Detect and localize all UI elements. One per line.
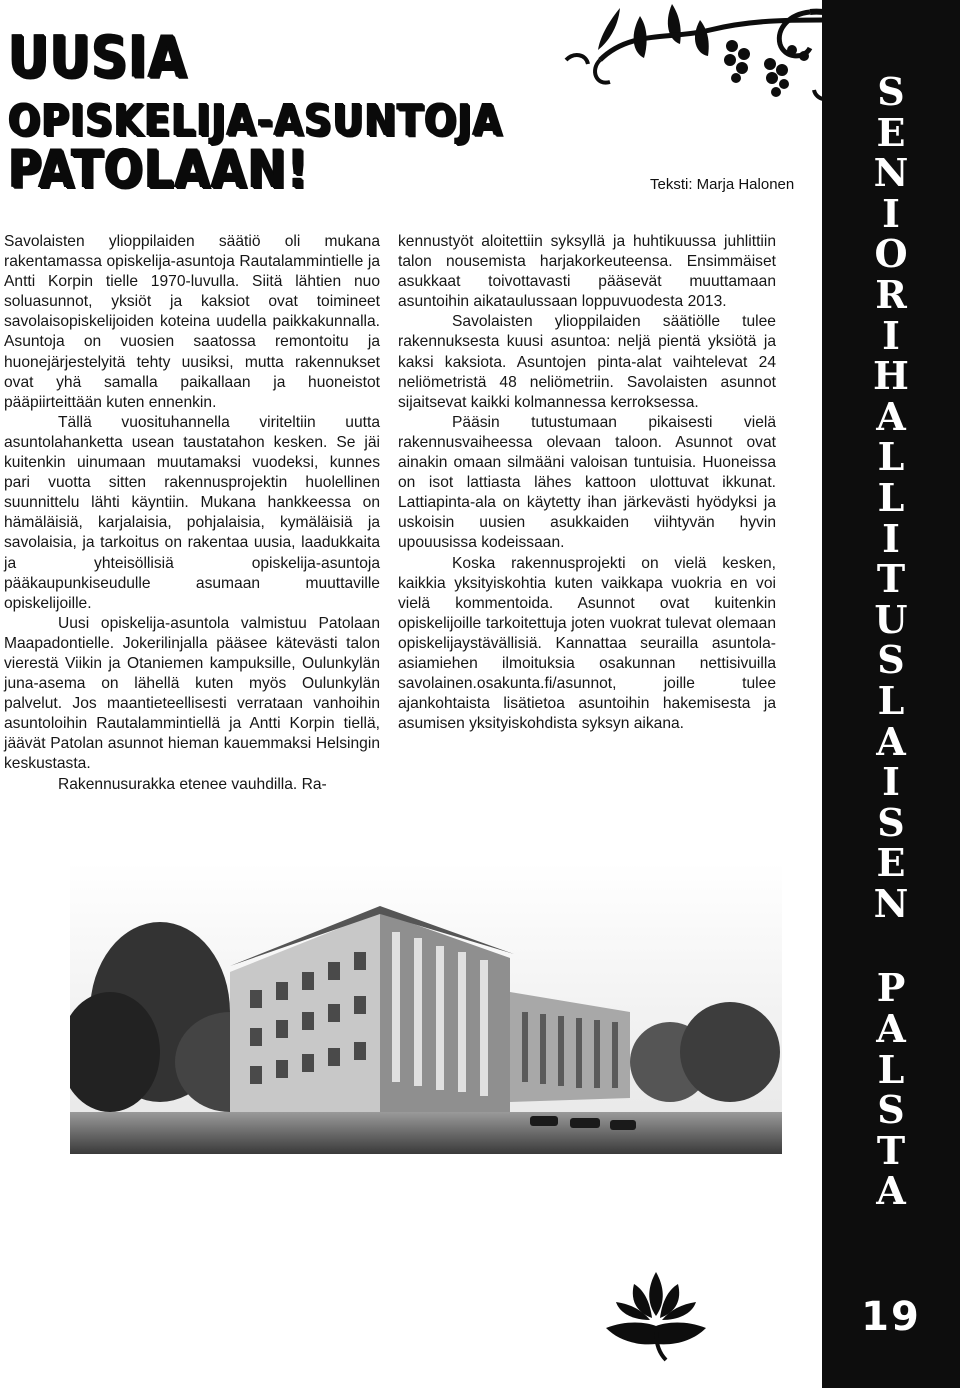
paragraph: Savolaisten ylioppilaiden säätiölle tulee rakennuksesta kuusi asuntoa: neljä pientä yksiötä ja kaksi kaksiota. Asuntojen pinta-alat vaihtelevat 24 neliömetristä 48 neliömetriin. Savolaisten asunnot sijaitsevat kaikki kolmannessa kerroksessa. xyxy=(398,313,776,411)
paragraph: Pääsin tutustumaan pikaisesti vielä rakennusvaiheessa olevaan taloon. Asunnot ovat ainakin omaan silmääni valoisan tuntuisia. Huoneissa on isot lattiasta lähes kattoon ulottuvat ikkunat. Lattiapinta-ala on käytetty ihan järkevästi hyödyksi ja uskoisin uusien asukkaiden viihtyvän hyvin upouusissa kodeissaan. xyxy=(398,413,776,552)
banner-letter: N xyxy=(873,150,909,196)
banner-letter: I xyxy=(882,312,900,358)
paragraph: kennustyöt aloitettiin syksyllä ja huhtikuussa juhlittiin talon nousemista harjakorkeuteensa. Ensimmäiset asukkaat toivottavasti pääsevät muuttamaan asuntoihin aikataulussaan loppuvuodesta 2013. xyxy=(398,233,776,311)
banner-letter: L xyxy=(877,677,905,723)
headline xyxy=(8,23,503,200)
headline-line-3: PATOLAAN! xyxy=(8,137,309,200)
banner-letter: E xyxy=(876,840,906,886)
banner-letter: U xyxy=(874,596,908,642)
byline: Teksti: Marja Halonen xyxy=(650,176,795,193)
banner-letter: A xyxy=(876,1006,906,1052)
banner-letter: S xyxy=(877,637,905,683)
banner-letter: S xyxy=(877,69,905,114)
banner-letter: L xyxy=(877,474,905,520)
lotus-flower-illustration xyxy=(596,1262,716,1362)
paragraph: Tällä vuosituhannella viriteltiin uutta asuntolahanketta usean taustatahon kesken. Se jäi kuitenkin uinumaan muutamaksi vuodeksi, kunnes pari vuotta sitten rakennusprojektin huolellinen suunnittelu lähti käyntiin. Mukana hankkeessa on hämäläisiä, karjalaisia, pohjalaisia, kymäläisiä ja savolaisia, ja tarkoitus on rakentaa uusia, laadukkaita ja yhteisöllisiä opiskelija-asuntoja pääkaupunkiseudulle asumaan muuttaville opiskelijoille. xyxy=(4,413,380,612)
banner-letter: A xyxy=(876,1168,906,1214)
banner-letter: I xyxy=(882,759,900,805)
banner-letter: P xyxy=(876,965,906,1011)
banner-letter: I xyxy=(882,190,900,236)
banner-letter: I xyxy=(882,515,900,561)
headline-line-2: OPISKELIJA-ASUNTOJA xyxy=(8,94,503,146)
banner-letter: N xyxy=(873,880,909,926)
paragraph: Savolaisten ylioppilaiden säätiö oli mukana rakentamassa opiskelija-asuntoja Rautalammintielle ja Antti Korpin tielle 1970-luvulla. Siitä lähtien nuo soluasunnot, yksiöt ja kaksiot ovat toimineet savolaisopiskelijoiden koteina uudella paikkakunnalla. Asuntoja on vuosien saatossa remontoitu ja huonejärjestelyitä tehty uusiksi, mutta rakennukset ovat yhä samalla paikallaan ja huoneistot pääpiirteittään kuten ennenkin. xyxy=(4,233,380,411)
banner-letter: L xyxy=(877,434,905,480)
page-number: 19 xyxy=(861,1294,921,1340)
banner-letter: T xyxy=(876,556,906,602)
banner-letter: T xyxy=(876,1127,906,1173)
headline-line-1: UUSIA xyxy=(8,23,188,91)
article-column-right xyxy=(398,232,776,734)
banner-letter: E xyxy=(876,109,906,155)
paragraph: Koska rakennusprojekti on vielä kesken, kaikkia yksityiskohtia kuten vaikkapa vuokria en voi vielä kommentoida. Asunnot ovat kuitenkin opiskelijoille tarkoitettuja joten vuokrat tulevat olemaan opiskelijaystävällisiä. Kannattaa seurailla asuntola-asiamiehen ilmoituksia osakunnan nettisivuilla savolainen.osakunta.fi/asunnot, joille tulee ajankohtaista lisätietoa asuntoihin hakemisesta ja asumisen yksityiskohdista syksyn aikana. xyxy=(398,554,776,733)
building-rendering-photo xyxy=(70,862,782,1154)
banner-letter: H xyxy=(873,353,909,399)
paragraph: Uusi opiskelija-asuntola valmistuu Patolaan Maapadontielle. Jokerilinjalla pääsee kätevästi talon vierestä Viikin ja Otaniemen kampuksille, Oulunkylän juna-asema on lähellä kuten myös Oulunkylän palvelut. Jos maantieteellisesti verrataan vanhoihin asuntoloihin Rautalammintiellä ja Antti Korpin tiellä, jäävät Patolan asunnot hieman kauemmaksi Helsingin keskustasta. xyxy=(4,614,380,773)
banner-letter: S xyxy=(877,799,905,845)
banner-word-gap xyxy=(822,924,960,968)
banner-letter: L xyxy=(877,1046,905,1092)
article-column-left xyxy=(4,232,380,795)
banner-letter: S xyxy=(877,1087,905,1133)
paragraph: Rakennusurakka etenee vauhdilla. Ra- xyxy=(58,775,327,793)
banner-letter: R xyxy=(875,271,907,317)
section-banner-title xyxy=(822,69,960,1214)
banner-letter: O xyxy=(874,231,908,277)
banner-letter: A xyxy=(876,718,906,764)
banner-letter: A xyxy=(876,393,906,439)
